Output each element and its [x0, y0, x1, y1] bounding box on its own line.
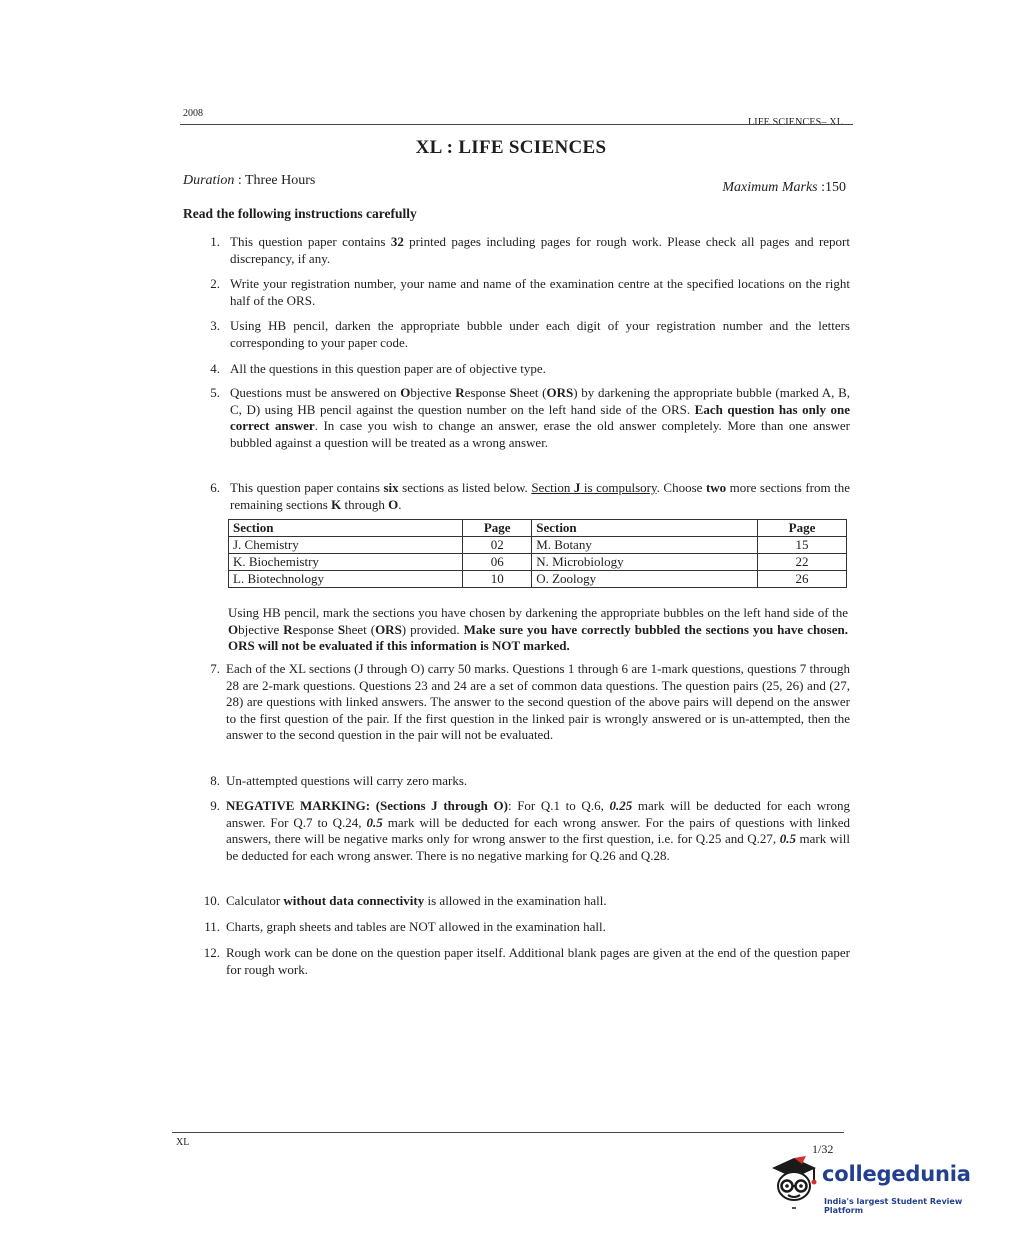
table-cell: 02: [463, 537, 532, 554]
mascot-icon: [766, 1152, 822, 1214]
instruction-text: Un-attempted questions will carry zero marks.: [226, 773, 468, 788]
instruction-10: [196, 893, 850, 910]
instruction-text: Rough work can be done on the question paper itself. Additional blank pages are given at the end of the question paper for rough work.: [226, 945, 850, 977]
instruction-text: NEGATIVE MARKING: (Sections J through O): For Q.1 to Q.6, 0.25 mark will be deducted for each wrong answer. For Q.7 to Q.24, 0.5 mark will be deducted for each wrong answer. For the pairs of questions with linked answers, there will be negative marks only for wrong answer to the first question, i.e. for Q.25 and Q.27, 0.5 mark will be deducted for each wrong answer. There is no negative marking for Q.26 and Q.28.: [226, 798, 851, 863]
instruction-number: 6.: [210, 480, 220, 495]
instruction-text: Each of the XL sections (J through O) carry 50 marks. Questions 1 through 6 are 1-mark questions, questions 7 through 28 are 2-mark questions. Questions 23 and 24 are a set of common data questions. The question pairs (25, 26) and (27, 28) are questions with linked answers. The answer to the second question of the above pairs will depend on the answer to the first question of the pair. If the first question in the linked pair is wrongly answered or is un-attempted, then the answer to the second question in the pair will not be evaluated.: [226, 661, 850, 742]
maximum-marks-label: Maximum Marks: [722, 180, 818, 195]
table-cell: L. Biotechnology: [229, 571, 463, 588]
instruction-9: [196, 798, 850, 864]
instruction-text: Charts, graph sheets and tables are NOT allowed in the examination hall.: [226, 919, 606, 934]
instruction-text: Using HB pencil, darken the appropriate bubble under each digit of your registration number and the letters corresponding to your paper code.: [230, 318, 850, 350]
footer-paper-code: XL: [176, 1137, 190, 1148]
instructions-heading: Read the following instructions carefully: [183, 206, 417, 221]
table-row: [229, 571, 847, 588]
instruction-12: [196, 945, 850, 978]
instruction-number: 7.: [210, 661, 220, 676]
instruction-text: This question paper contains six sections as listed below. Section J is compulsory. Choose two more sections from the remaining sections K through O.: [230, 480, 851, 512]
table-cell: 22: [758, 554, 847, 571]
instruction-7: [196, 661, 850, 744]
instruction-1: [196, 234, 850, 267]
footer-page-number: 1/32: [812, 1142, 834, 1156]
instruction-number: 12.: [203, 945, 220, 960]
instruction-2: [196, 276, 850, 309]
page-title: XL : LIFE SCIENCES: [415, 137, 607, 158]
table-row: [229, 554, 847, 571]
table-header: Section: [532, 520, 758, 537]
running-head: LIFE SCIENCES– XL: [748, 117, 844, 128]
table-cell: 15: [758, 537, 847, 554]
table-cell: 06: [463, 554, 532, 571]
maximum-marks: [700, 180, 846, 196]
header-rule: [180, 124, 853, 125]
table-cell: O. Zoology: [532, 571, 758, 588]
header-year: 2008: [183, 108, 203, 119]
table-cell: N. Microbiology: [532, 554, 758, 571]
instruction-text: This question paper contains 32 printed pages including pages for rough work. Please check all pages and report discrepancy, if any.: [230, 234, 851, 266]
table-cell: 10: [463, 571, 532, 588]
instruction-8: [196, 773, 850, 790]
footer-rule: [172, 1132, 844, 1133]
instruction-text: Calculator without data connectivity is allowed in the examination hall.: [226, 893, 607, 908]
table-cell: M. Botany: [532, 537, 758, 554]
logo-wordmark: collegedunia: [822, 1162, 971, 1186]
instruction-number: 5.: [210, 385, 220, 400]
duration-value: : Three Hours: [237, 173, 316, 188]
instruction-text: All the questions in this question paper are of objective type.: [230, 361, 546, 376]
duration: [183, 173, 315, 189]
table-cell: K. Biochemistry: [229, 554, 463, 571]
instruction-number: 1.: [210, 234, 220, 249]
section-marking-note: Using HB pencil, mark the sections you have chosen by darkening the appropriate bubbles on the left hand side of the Objective Response Sheet (ORS) provided. Make sure you have correctly bubbled the sections you have chosen. ORS will not be evaluated if this information is NOT marked.: [228, 605, 848, 653]
table-cell: 26: [758, 571, 847, 588]
instruction-3: [196, 318, 850, 351]
maximum-marks-value: :150: [821, 180, 846, 195]
table-header-row: [229, 520, 847, 537]
instruction-number: 3.: [210, 318, 220, 333]
collegedunia-logo: [766, 1150, 996, 1220]
instruction-text: Write your registration number, your name and name of the examination centre at the specified locations on the right half of the ORS.: [230, 276, 850, 308]
instruction-number: 9.: [210, 798, 220, 813]
instruction-number: 2.: [210, 276, 220, 291]
table-header: Section: [229, 520, 463, 537]
instruction-number: 8.: [210, 773, 220, 788]
duration-label: Duration: [183, 173, 235, 188]
instruction-text: Questions must be answered on Objective Response Sheet (ORS) by darkening the appropriate bubble (marked A, B, C, D) using HB pencil against the question number on the left hand side of the ORS. Each question has only one correct answer. In case you wish to change an answer, erase the old answer completely. More than one answer bubbled against a question will be treated as a wrong answer.: [230, 385, 851, 450]
table-cell: J. Chemistry: [229, 537, 463, 554]
instruction-11: [196, 919, 850, 936]
instruction-number: 10.: [203, 893, 220, 908]
logo-tagline: India's largest Student Review Platform: [824, 1197, 963, 1215]
table-header: Page: [463, 520, 532, 537]
instruction-number: 11.: [204, 919, 220, 934]
sections-table: [228, 519, 847, 588]
instruction-4: [196, 361, 850, 378]
instruction-5: [196, 385, 850, 451]
instruction-6: [196, 480, 850, 513]
instruction-number: 4.: [210, 361, 220, 376]
table-header: Page: [758, 520, 847, 537]
table-row: [229, 537, 847, 554]
